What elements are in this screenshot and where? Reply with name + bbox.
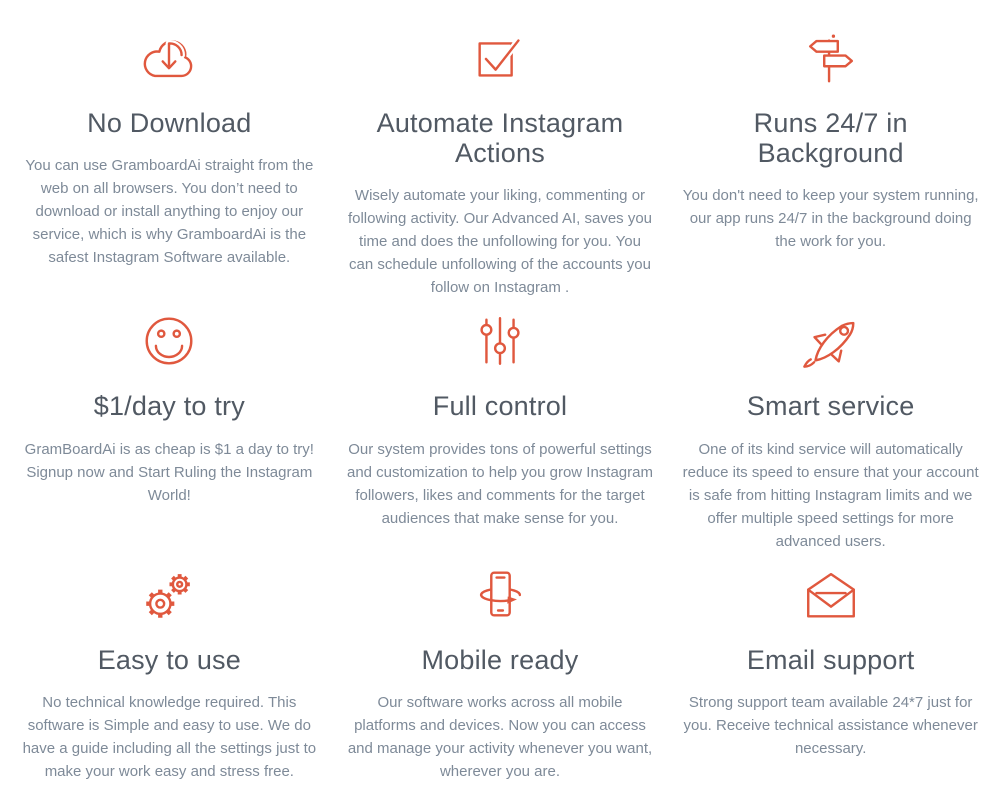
feature-title: Automate Instagram Actions [376, 108, 624, 169]
feature-title: Full control [432, 391, 568, 422]
envelope-icon [677, 567, 984, 623]
phone-rotate-icon [347, 567, 654, 623]
feature-card-no-download [4, 30, 335, 313]
feature-card-mobile-ready [335, 567, 666, 797]
feature-card-full-control [335, 313, 666, 566]
feature-description: One of its kind service will automatically reduce its speed to ensure that your account is safe from hitting Instagram limits and we offer multiple speed settings for more advanced users. [682, 440, 979, 550]
feature-card-automate-actions [335, 30, 666, 313]
feature-card-email-support [665, 567, 996, 797]
smiley-icon [16, 313, 323, 369]
feature-title: Easy to use [97, 644, 241, 675]
feature-title: Runs 24/7 in Background [753, 108, 908, 169]
gears-icon [16, 567, 323, 623]
sliders-icon [347, 313, 654, 369]
feature-description: Our software works across all mobile platforms and devices. Now you can access and manage your activity whenever you want, wherever you are. [347, 693, 653, 780]
feature-description: GramBoardAi is as cheap is $1 a day to try! Signup now and Start Ruling the Instagram World! [24, 440, 314, 504]
signpost-icon [677, 30, 984, 86]
cloud-download-icon [16, 30, 323, 86]
feature-title: Email support [746, 644, 915, 675]
feature-description: You don't need to keep your system running, our app runs 24/7 in the background doing the work for you. [682, 187, 979, 251]
feature-card-price-trial [4, 313, 335, 566]
feature-description: Strong support team available 24*7 just for you. Receive technical assistance whenever necessary. [683, 693, 978, 757]
feature-description: Wisely automate your liking, commenting or following activity. Our Advanced AI, saves you time and does the unfollowing for you. You can schedule unfollowing of the accounts you follow on Instagram . [347, 187, 653, 297]
feature-card-runs-background [665, 30, 996, 313]
checkbox-icon [347, 30, 654, 86]
feature-description: You can use GramboardAi straight from the web on all browsers. You don’t need to download or install anything to enjoy our service, which is why GramboardAi is the safest Instagram Software available. [25, 157, 314, 267]
rocket-icon [677, 313, 984, 369]
feature-card-easy-to-use [4, 567, 335, 797]
feature-title: Smart service [746, 391, 915, 422]
feature-title: $1/day to try [93, 391, 245, 422]
feature-card-smart-service [665, 313, 996, 566]
feature-title: Mobile ready [421, 644, 579, 675]
feature-description: Our system provides tons of powerful settings and customization to help you grow Instagram followers, likes and comments for the target audiences that make sense for you. [346, 440, 653, 527]
feature-title: No Download [87, 108, 252, 138]
feature-description: No technical knowledge required. This software is Simple and easy to use. We do have a guide including all the settings just to make your work easy and stress free. [22, 693, 317, 780]
